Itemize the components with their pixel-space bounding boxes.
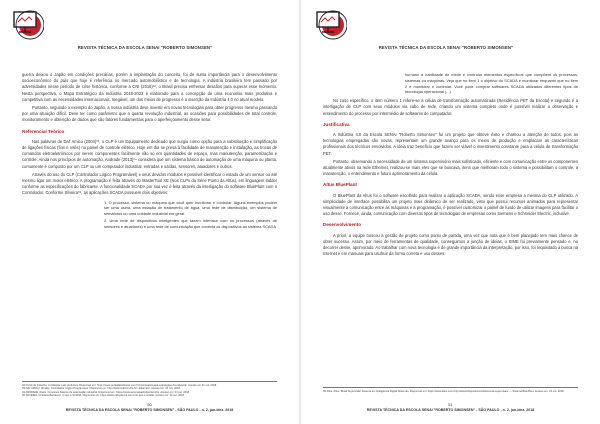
paragraph: Nas palavras de Dal' Amico (2003)⁰³, o CLP é um Equipamento dedicado que surgiu como opção para a substituição e simplificação de ligações físicas (fios e relés) no painel de controle elétrico. Hoje em dia se presa à facilidade de manutenção e instalação, as trocas de comandos eletroeletrônicos por serem componentes facilmente não só em quantidades de espaço, mas manutenção, parametrização e controle. Ainda nos princípios de automação, Andrade (2013)⁰⁴ considera que um sistema básico de automação de uma máquina ou planta, comumente é composto por um CLP ou um computador industrial, entradas e saídas, sensores, atuadores e outros. (22, 138, 277, 169)
page-number: 51 (448, 402, 453, 407)
right-page (301, 0, 600, 424)
paragraph: Através do uso do CLP (Controlador Lógico Programável) e seus devidos módulos é possível identificar o estado de um sensor ou até mesmo ligar um motor elétrico. A programação é feita através do MasterTool XE (Nos CLPs da Série Ponto da Altus), em linguagem ladder conforme as especificações do fabricante. A funcionalidade SCADA por sua vez é feita através da interligação do software BluePlant com o Controlador. Conforme Silveira⁰⁵, as aplicações SCADA possuem dois objetivos: (22, 171, 277, 196)
section-title-justificativa: Justificativa (323, 121, 350, 127)
footnote: 04 ANDRADE, Paulo. Conceitos básicos de automação industrial. Disponível em: https://www.automacaoindustrial.info/. Acesso em: 24 out. 2018. (22, 390, 190, 394)
paragraph: A Indústria 4.0 da Escola SENAI "Roberto Simonsen" fui um projeto que obteve êxito e chamou a atenção de todos, pois as tecnologias empregadas são novas, representam um grande avanço para os meios de produção e emplacam as características profissionais dos técnicos envolvidos. A ideia traz benefício que fazem ser viável o investimento constante para a célula de transformação PET. (323, 132, 578, 156)
footnote: 02 Portal da Indústria. A indústria mais produtiva. Disponível em: https://www.portaldaindustria.com.br/cni/canais/mapa-estrategico-da-industria/. Acesso em 21 out. 2018. (22, 383, 217, 387)
footnotes (22, 381, 277, 398)
quote-item: humano a habilidade de medir e controlar elementos específicos que compõem os processos, sistemas ou máquinas. Veja que no item 1 o objetivo do SCADA é monitorar enquanto que no item 2 é monitorar e controlar. Você pode comprar softwares SCADA utilizados diferentes tipos de tecnologia operacional (...). (405, 72, 578, 95)
paragraph: guerra deixou o Japão em condições precárias, porém a implantação do conceito, foi de suma importância para o desenvolvimento socioeconômico do país que hoje é referência no mercado automobilístico e de tecnologia. A indústria brasileira tem passado por adversidades nesse período de crise histórica, conforme a CNI (2018)⁰², o Brasil precisa enfrentar desafios para superar esse momento. Nesta perspectiva, o Mapa Estratégico da Indústria 2018-2022 é elaborado para a concepção de uma economia mais produtiva e competitiva com as necessidades internacionais. Inegável, um dos meios de progresso é a inserção da Indústria 4.0 no atual modelo. (22, 72, 277, 102)
paragraph: No caso específico, o item número 1 refere-se à célula de transformação automatizada (Residência PET da Escola) e segundo é a interligação de CLP com seus módulos via cabo de rede, criando um sistema completo onde é possível realizar a observação e entendimento do processo por intermédio de softwares de computador. (323, 98, 578, 116)
paragraph: O BluePlant da Altus foi o software escolhido para realizar a aplicação SCADA, sendo esse empresa a mesma do CLP utilizado. A simplicidade de interface possibilita um projeto mais dinâmico de ser realizado, visto que possui recursos animados para representar visualmente a comunicação entre as máquinas e a programação, é possível customizar o painel de fundo de utilizar imagens para facilitar o uso desse. Fornece, ainda, comunicação com diversos tipos de tecnologias de empresas como Siemens e Schneider Electric, inclusive. (323, 192, 578, 217)
footnote: 06 Altus. Altus. Brasil Supervisão Sistema em Inteligência Digital Sistemas. Disponível em: https://www.altus.com.br/produtos/dispositivos/sistema-de-supervisao/ — Sistema BluePlant. Acesso em: 24 out. 2018. (323, 389, 565, 393)
paragraph: Portanto, observando a necessidade de um sistema supervisório mais sofisticado, eficiente e com comunicação entre os componentes atualmente ativos na rede Ethernet, realizou-se mais eles que se buscava, itens que melhoram todo o sistema e possibilitam o controle, a manutenção, o entendimento e futuro aprimoramento da célula. (323, 158, 578, 177)
footnote: 03 DAL'AMICO, Abraão. Controlador Lógico Programável. Disponível em: http://www.cefetrs.tche.br/~dalamico/. Acesso em: 24 out. 2018. (22, 387, 181, 391)
quote-item: 2. Uma rede de dispositivos inteligentes que fazem interface com os processos (através de sensores e atuadores) e uma rede de comunicação que conecta os dispositivos ao sistema SCADA. (104, 218, 278, 229)
header-title: REVISTA TÉCNICA DA ESCOLA SENAI "ROBERTO SIMONSEN" (77, 45, 213, 50)
right-content (323, 72, 578, 259)
left-page (0, 0, 299, 424)
footnote: 05 SILVEIRA, Cristiano Bertulucci. O que é SCADA. Disponível em: https://www.citisystems.com.br/o-que-e-scada/. Acesso em: 24 out. 2018. (22, 394, 185, 398)
section-title-referencial: Referencial Teórico (22, 128, 65, 134)
footnotes (323, 387, 578, 393)
footer-journal: REVISTA TÉCNICA DA ESCOLA SENAI "ROBERTO SIMONSEN" - SÃO PAULO - n. 2, jun./dez. 2018 (65, 408, 234, 412)
section-title-altus: Altus BluePlant (323, 182, 357, 188)
section-title-desenvolvimento: Desenvolvimento (323, 222, 362, 228)
paragraph: Portanto, seguindo o exemplo do Japão, a nossa indústria deve investir em novas tecnologias para obter progresso mesmo passando por uma situação difícil. Deve ter como parâmetro que a quarta revolução industrial, as ocasiões para possibilidades de total controle, monitoramento e obtenção de dados que são fatores fundamentais para o aperfeiçoamento desse setor. (22, 105, 277, 123)
monitor-logo-icon (10, 8, 44, 42)
quote-item: 1. O processo, sistema ou máquina que você quer monitorar e controlar. Alguns exemplos podem ser uma usina, uma estação de tratamento de água, uma rede de distribuição, um sistema de semáforos ou uma unidade industrial em geral. (104, 199, 277, 217)
page-number: 50 (147, 402, 152, 407)
header-title: REVISTA TÉCNICA DA ESCOLA SENAI "ROBERTO SIMONSEN" (378, 45, 514, 50)
block-quote (405, 72, 578, 95)
monitor-logo-icon (313, 8, 347, 42)
footer-journal: REVISTA TÉCNICA DA ESCOLA SENAI "ROBERTO SIMONSEN" - SÃO PAULO - n. 2, jun./dez. 2018 (366, 408, 535, 412)
block-quote (104, 200, 277, 230)
left-content (22, 72, 277, 233)
paragraph: A priori, a equipe buscou a gestão de projeto como ponto de partida, uma vez que nota que é bem planejado tem mais chance de obter sucesso. Assim, por meio de ferramentas de qualidade, conseguimos a junção de ideias, o SIME foi previamente pensado e, no decorrer desse, aprimorado. Ao trabalhar com nova tecnologia é de grande importância da interpretação, por isso, foi requisitado a busca na Internet e em manuais para usufruir da forma correta e uso desses (323, 232, 578, 257)
